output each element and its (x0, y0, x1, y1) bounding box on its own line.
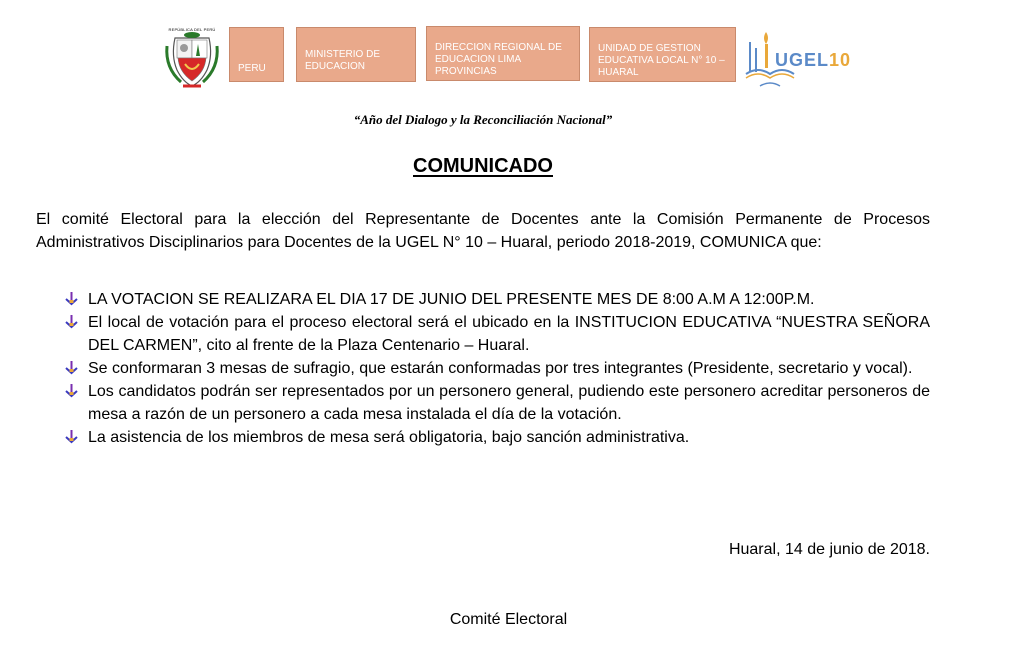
header-box-label: DIRECCION REGIONAL DE EDUCACION LIMA PROVINCIAS (435, 42, 562, 77)
list-item-text: El local de votación para el proceso electoral será el ubicado en la INSTITUCION EDUCATIVA “NUESTRA SEÑORA DEL CARMEN”, cito al frente de la Plaza Centenario – Huaral. (88, 314, 930, 354)
header-box-ugel (589, 27, 736, 82)
list-item-text: Se conformaran 3 mesas de sufragio, que estarán conformadas por tres integrantes (Presidente, secretario y vocal). (88, 360, 913, 377)
list-item (64, 426, 930, 449)
list-item-text: LA VOTACION SE REALIZARA EL DIA 17 DE JUNIO DEL PRESENTE MES DE 8:00 A.M A 12:00P.M. (88, 291, 815, 308)
list-item (64, 357, 930, 380)
arrow-down-bullet-icon (64, 314, 79, 329)
list-item-text: Los candidatos podrán ser representados por un personero general, pudiendo este personero acreditar personeros de mesa a razón de un personero a cada mesa instalada el día de la votación. (88, 383, 930, 423)
signature-line: Comité Electoral (449, 611, 568, 628)
list-item-text: La asistencia de los miembros de mesa será obligatoria, bajo sanción administrativa. (88, 429, 690, 446)
arrow-down-bullet-icon (64, 383, 79, 398)
header-box-peru (229, 27, 284, 82)
peru-coat-of-arms-icon (163, 26, 221, 92)
arrow-down-bullet-icon (64, 429, 79, 444)
document-title: COMUNICADO (413, 155, 553, 177)
announcement-list (64, 288, 930, 449)
ugel-logo-text (775, 50, 851, 71)
year-motto: “Año del Dialogo y la Reconciliación Nacional” (353, 112, 613, 127)
intro-paragraph: El comité Electoral para la elección del Representante de Docentes ante la Comisión Permanente de Procesos Administrativos Disciplinarios para Docentes de la UGEL N° 10 – Huaral, periodo 2018-2019, COMUNICA que: (36, 211, 930, 251)
header-box-label: MINISTERIO DE EDUCACION (305, 49, 381, 72)
header-box-direccion-regional (426, 26, 580, 81)
list-item (64, 311, 930, 357)
date-line: Huaral, 14 de junio de 2018. (728, 541, 930, 558)
shield-caption: REPÚBLICA DEL PERÚ (168, 27, 216, 32)
document-header (0, 0, 1014, 110)
arrow-down-bullet-icon (64, 360, 79, 375)
list-item (64, 380, 930, 426)
ugel-logo-text-main: UGEL (775, 50, 830, 70)
header-box-ministerio (296, 27, 416, 82)
header-box-label: PERU (238, 63, 266, 74)
header-box-label: UNIDAD DE GESTION EDUCATIVA LOCAL N° 10 – HUARAL (598, 43, 725, 78)
ugel-logo-text-number: 10 (829, 50, 852, 70)
list-item (64, 288, 930, 311)
arrow-down-bullet-icon (64, 291, 79, 306)
